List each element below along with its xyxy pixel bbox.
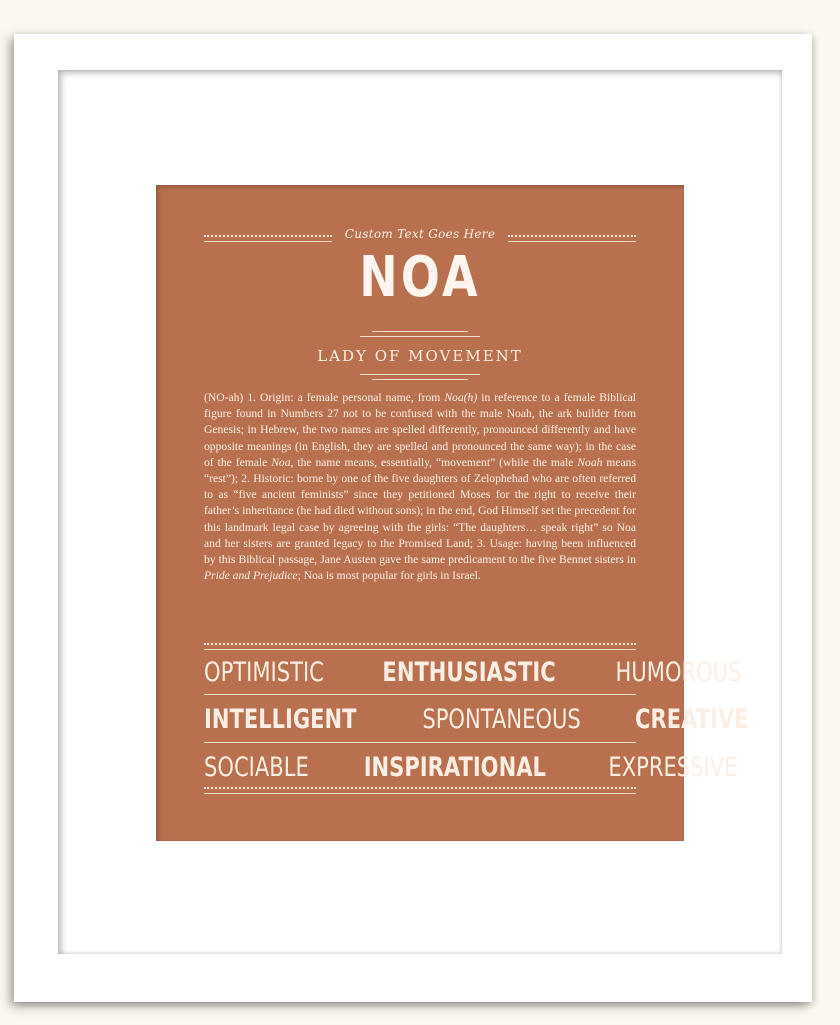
trait: SPONTANEOUS bbox=[421, 704, 581, 735]
rule-under-meaning-2 bbox=[372, 379, 468, 380]
trait: SOCIABLE bbox=[204, 752, 309, 783]
rule-under-name-1 bbox=[372, 331, 468, 332]
trait: INTELLIGENT bbox=[204, 704, 357, 735]
rule-under-meaning-1 bbox=[360, 374, 480, 375]
name-definition: (NO-ah) 1. Origin: a female personal name, from Noa(h) in reference to a female Biblical figure found in Numbers 27 not to be confused with the male Noah, the ark builder from Genesis; in Hebrew, the two names are spelled differently, pronounced differently and have opposite meanings (in English, they are spelled and pronounced the same way); in the case of the female Noa, the name means, essentially, “movement” (while the male Noah means “rest”); 2. Historic: borne by one of the five daughters of Zelophehad who are often referred to as “five ancient feminists” since they petitioned Moses for the right to receive their father’s inheritance (he had died without sons); in the end, God Himself set the precedent for this landmark legal case by agreeing with the girls: “The daughters… speak right” so Noa and her sisters are granted legacy to the Promised Land; 3. Usage: having been influenced by this Biblical passage, Jane Austen gave the same predicament to the five Bennet sisters in Pride and Prejudice; Noa is most popular for girls in Israel. bbox=[204, 391, 636, 583]
traits-divider-1 bbox=[204, 694, 636, 695]
dotted-rule-left bbox=[204, 235, 332, 242]
dotted-rule-traits-bottom bbox=[204, 787, 636, 794]
trait: ENTHUSIASTIC bbox=[382, 657, 556, 688]
traits-row-3 bbox=[204, 752, 738, 783]
name-meaning: LADY OF MOVEMENT bbox=[317, 347, 523, 365]
name-meaning-print bbox=[156, 185, 749, 841]
trait: INSPIRATIONAL bbox=[364, 752, 547, 783]
traits-divider-2 bbox=[204, 742, 636, 743]
name-title: NOA bbox=[359, 245, 481, 310]
trait: OPTIMISTIC bbox=[204, 657, 324, 688]
traits-row-1 bbox=[204, 657, 742, 688]
rule-under-name-2 bbox=[360, 336, 480, 337]
custom-text: Custom Text Goes Here bbox=[344, 227, 496, 241]
dotted-rule-traits-top bbox=[204, 643, 636, 650]
trait: EXPRESSIVE bbox=[608, 752, 738, 783]
trait: HUMOROUS bbox=[615, 657, 742, 688]
trait: CREATIVE bbox=[634, 704, 749, 735]
traits-row-2 bbox=[204, 704, 749, 735]
dotted-rule-right bbox=[508, 235, 636, 242]
